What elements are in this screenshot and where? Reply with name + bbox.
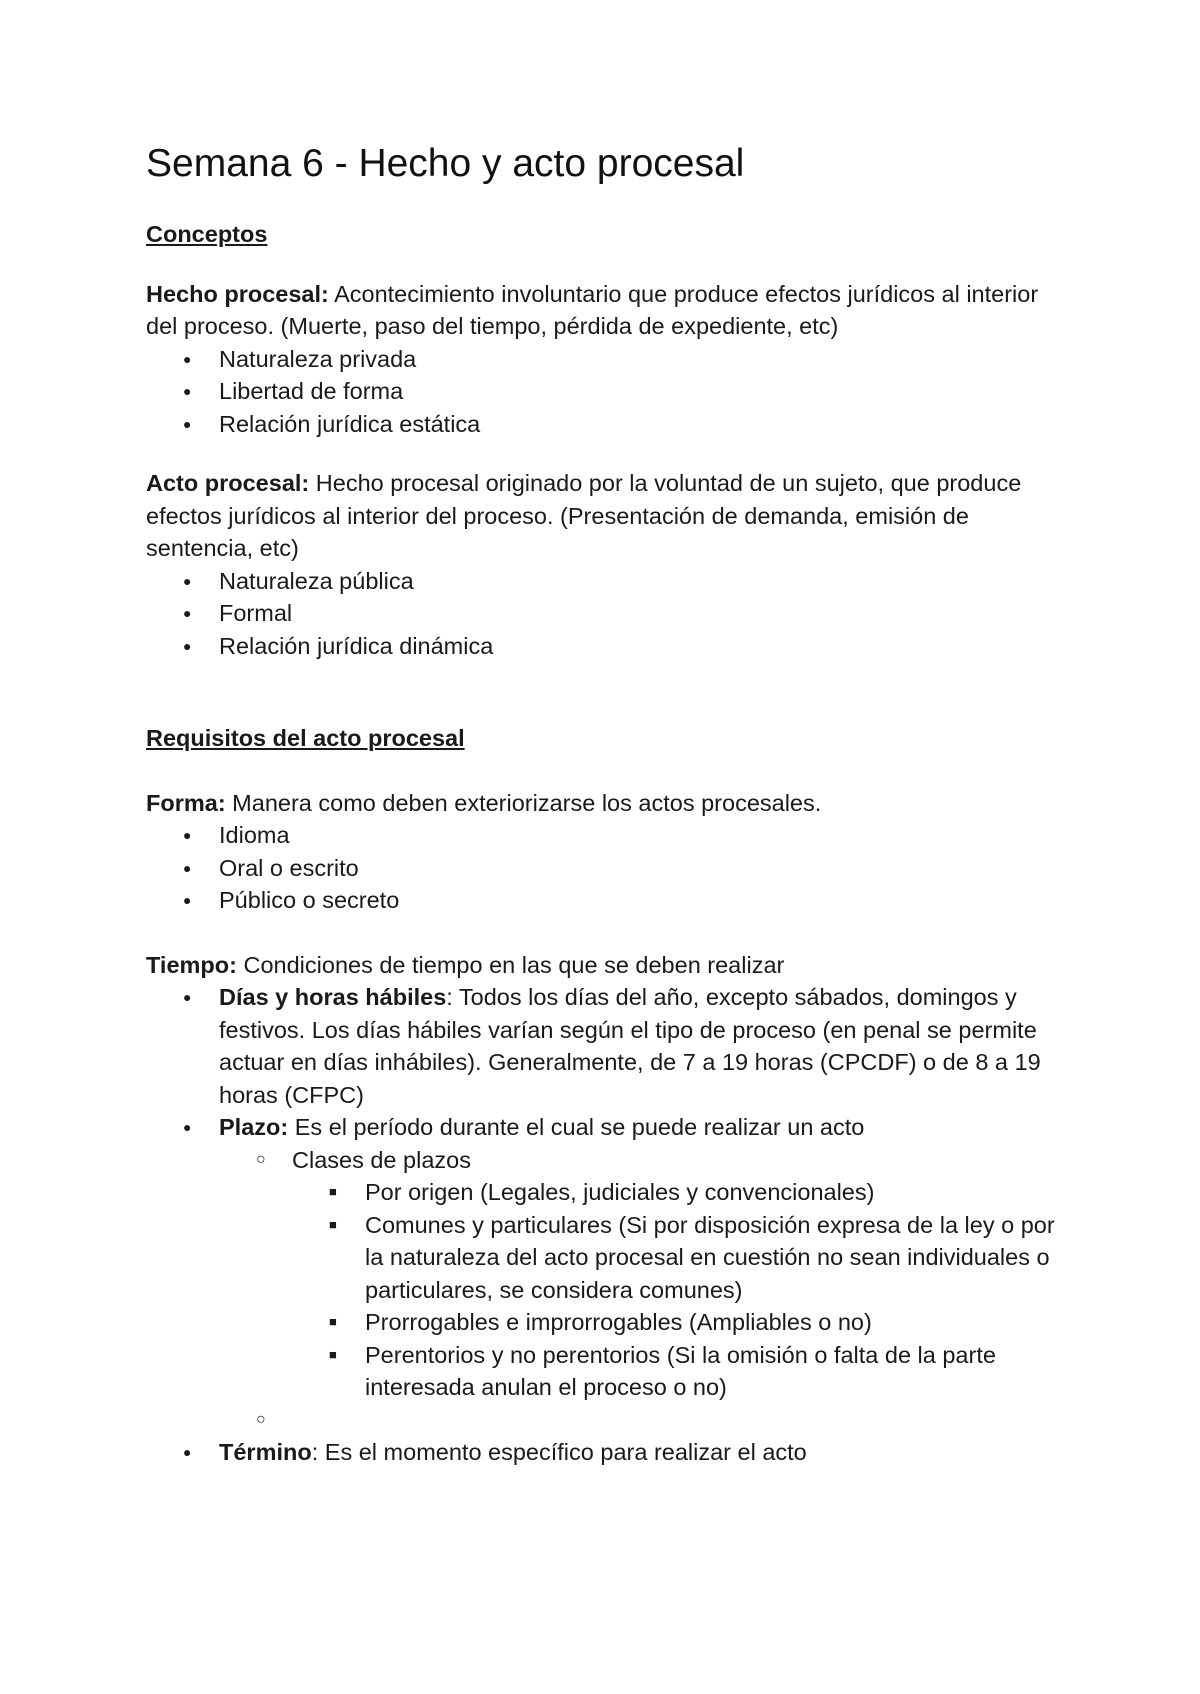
- list-item: ■ Perentorios y no perentorios (Si la omisión o falta de la parte interesada anulan el proceso o no): [292, 1339, 1066, 1404]
- document-page: [146, 140, 1066, 1469]
- list-item: ● Libertad de forma: [146, 375, 1066, 408]
- acto-procesal-list: [146, 565, 1066, 663]
- term-text: : Todos los días del año, excepto sábados, domingos y festivos. Los días hábiles varían según el tipo de proceso (en penal se permite actuar en días inhábiles). Generalmente, de 7 a 19 horas (CPCDF) o de 8 a 19 horas (CFPC): [219, 984, 1041, 1108]
- list-item-dias-habiles: [146, 981, 1066, 1111]
- term-label: Días y horas hábiles: [219, 984, 447, 1010]
- section-heading-conceptos: Conceptos: [146, 221, 268, 247]
- term-label: Plazo:: [219, 1114, 289, 1140]
- list-item: ● Naturaleza pública: [146, 565, 1066, 598]
- list-item-plazo: [146, 1111, 1066, 1436]
- hecho-procesal-list: [146, 343, 1066, 441]
- list-item-clases-plazos: [219, 1144, 1066, 1404]
- term-label: Tiempo:: [146, 951, 237, 978]
- list-item: ● Oral o escrito: [146, 852, 1066, 885]
- list-item: ■ Prorrogables e improrrogables (Ampliables o no): [292, 1306, 1066, 1339]
- clases-label: Clases de plazos: [292, 1146, 471, 1173]
- term-text: Hecho procesal originado por la voluntad de un sujeto, que produce efectos jurídicos al interior del proceso. (Presentación de demanda, emisión de sentencia, etc): [146, 470, 1022, 561]
- forma-list: [146, 819, 1066, 917]
- term-text: Acontecimiento involuntario que produce efectos jurídicos al interior del proceso. (Muerte, paso del tiempo, pérdida de expediente, etc): [146, 280, 1039, 339]
- clases-sublist: [292, 1176, 1066, 1404]
- list-item: ● Formal: [146, 597, 1066, 630]
- forma-definition: [146, 787, 1066, 820]
- term-text: Condiciones de tiempo en las que se deben realizar: [236, 951, 785, 978]
- term-text: Manera como deben exteriorizarse los actos procesales.: [225, 789, 822, 816]
- list-item: ● Relación jurídica dinámica: [146, 630, 1066, 663]
- list-item: ● Idioma: [146, 819, 1066, 852]
- hecho-procesal-definition: [146, 278, 1066, 343]
- tiempo-list: [146, 981, 1066, 1469]
- term-label: Acto procesal:: [146, 470, 310, 496]
- acto-procesal-definition: [146, 467, 1066, 565]
- term-text: Es el período durante el cual se puede realizar un acto: [288, 1114, 865, 1140]
- list-item: ■ Por origen (Legales, judiciales y convencionales): [292, 1176, 1066, 1209]
- term-label: Hecho procesal:: [146, 280, 329, 307]
- list-item: ● Relación jurídica estática: [146, 408, 1066, 441]
- list-item: ● Público o secreto: [146, 884, 1066, 917]
- list-item: ■ Comunes y particulares (Si por disposición expresa de la ley o por la naturaleza del acto procesal en cuestión no sean individuales o particulares, se considera comunes): [292, 1209, 1066, 1307]
- term-label: Forma:: [146, 789, 226, 816]
- page-title: Semana 6 - Hecho y acto procesal: [146, 142, 745, 185]
- term-text: : Es el momento específico para realizar el acto: [311, 1439, 807, 1465]
- term-label: Término: [219, 1439, 312, 1465]
- section-heading-requisitos: Requisitos del acto procesal: [146, 725, 465, 751]
- plazo-sublist: [219, 1144, 1066, 1437]
- empty-list-item: [219, 1404, 1066, 1437]
- tiempo-definition: [146, 949, 1066, 982]
- list-item-termino: [146, 1436, 1066, 1469]
- list-item: ● Naturaleza privada: [146, 343, 1066, 376]
